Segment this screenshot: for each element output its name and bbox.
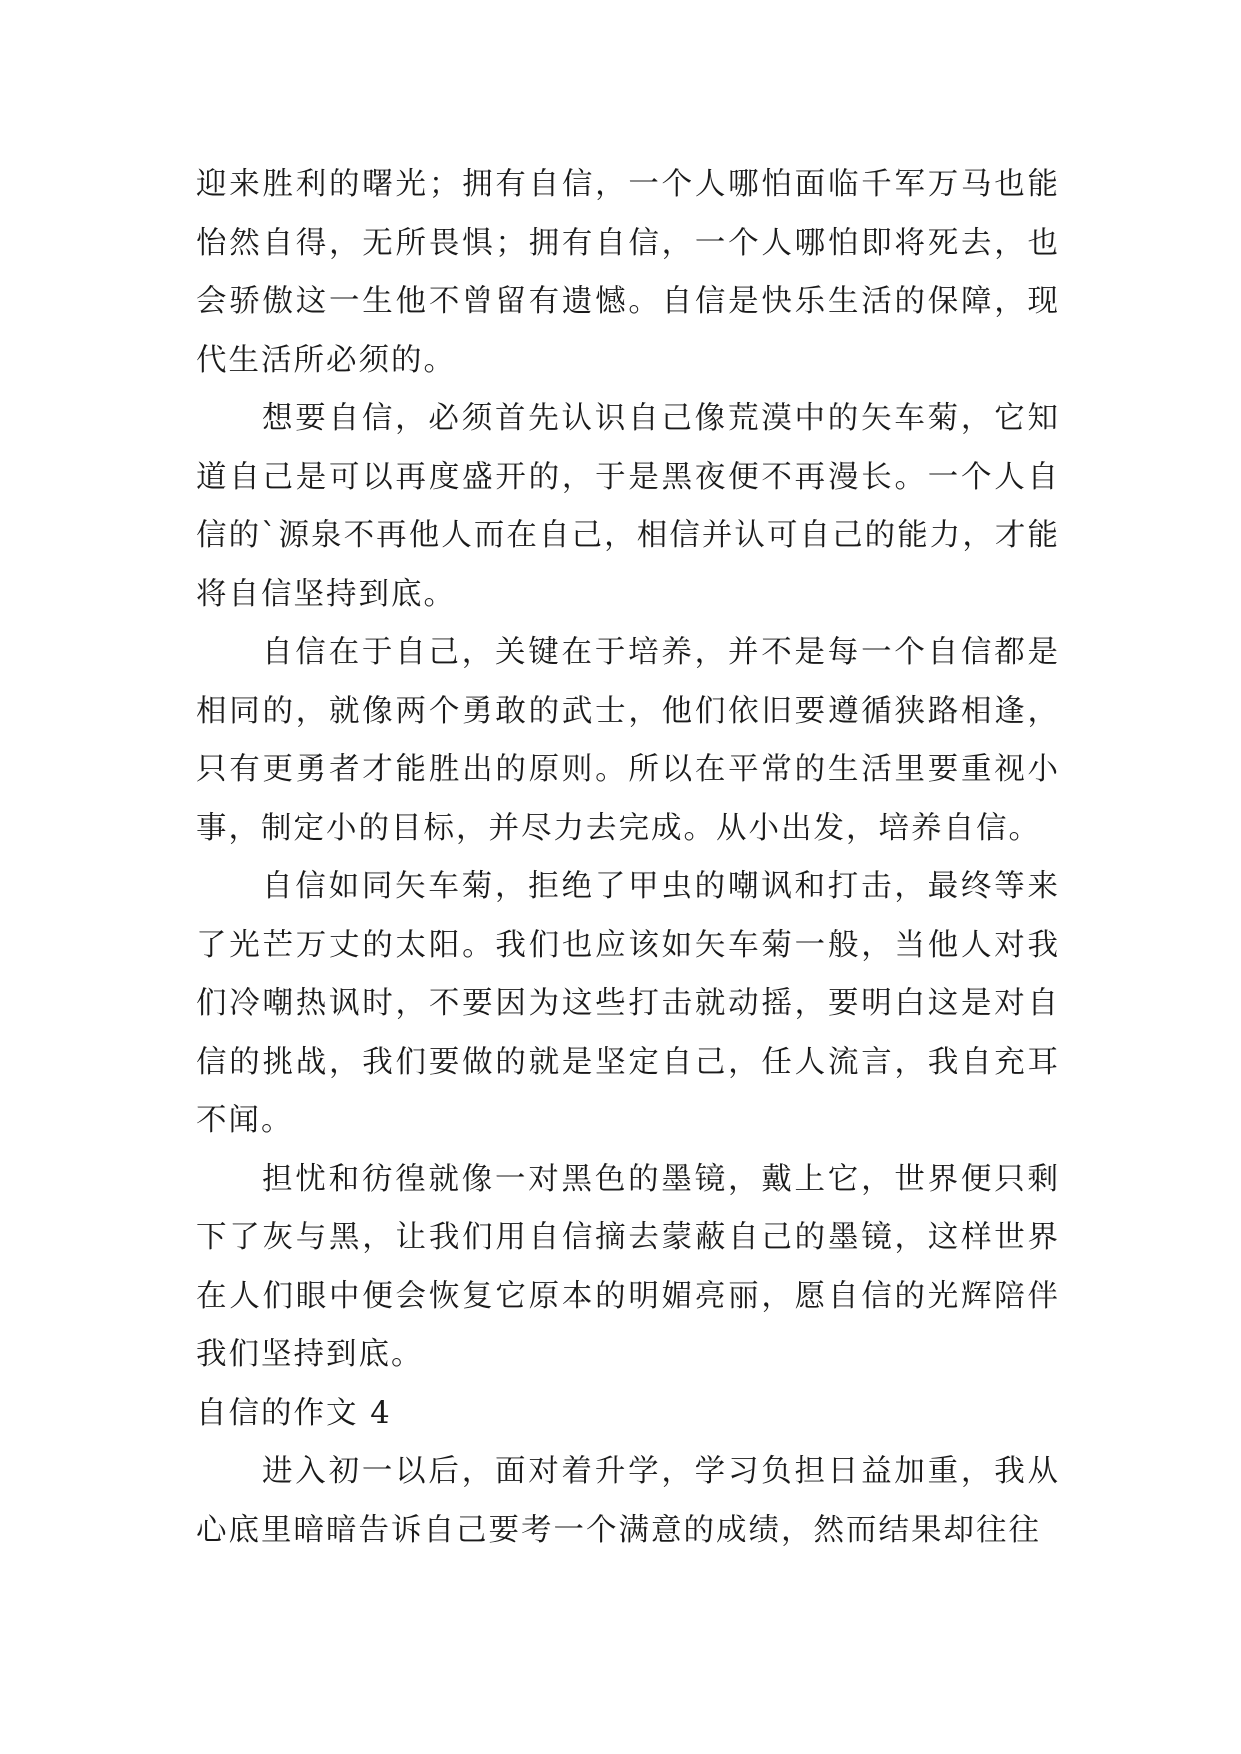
paragraph: 担忧和彷徨就像一对黑色的墨镜，戴上它，世界便只剩下了灰与黑，让我们用自信摘去蒙蔽自己的墨镜，这样世界在人们眼中便会恢复它原本的明媚亮丽，愿自信的光辉陪伴我们坚持到底。 (196, 1161, 1060, 1372)
paragraph: 进入初一以后，面对着升学，学习负担日益加重，我从心底里暗暗告诉自己要考一个满意的成绩，然而结果却往往 (196, 1454, 1060, 1548)
paragraph: 自信在于自己，关键在于培养，并不是每一个自信都是相同的，就像两个勇敢的武士，他们依旧要遵循狭路相逢，只有更勇者才能胜出的原则。所以在平常的生活里要重视小事，制定小的目标，并尽力去完成。从小出发，培养自信。 (196, 635, 1060, 846)
section-heading: 自信的作文 4 (196, 1395, 392, 1431)
paragraph: 想要自信，必须首先认识自己像荒漠中的矢车菊，它知道自己是可以再度盛开的，于是黑夜便不再漫长。一个人自信的`源泉不再他人而在自己，相信并认可自己的能力，才能将自信坚持到底。 (196, 401, 1060, 612)
paragraph-continued: 迎来胜利的曙光；拥有自信，一个人哪怕面临千军万马也能怡然自得，无所畏惧；拥有自信，一个人哪怕即将死去，也会骄傲这一生他不曾留有遗憾。自信是快乐生活的保障，现代生活所必须的。 (196, 167, 1060, 378)
paragraph: 自信如同矢车菊，拒绝了甲虫的嘲讽和打击，最终等来了光芒万丈的太阳。我们也应该如矢车菊一般，当他人对我们冷嘲热讽时，不要因为这些打击就动摇，要明白这是对自信的挑战，我们要做的就是坚定自己，任人流言，我自充耳不闻。 (196, 869, 1060, 1138)
document-body (196, 156, 1060, 1560)
